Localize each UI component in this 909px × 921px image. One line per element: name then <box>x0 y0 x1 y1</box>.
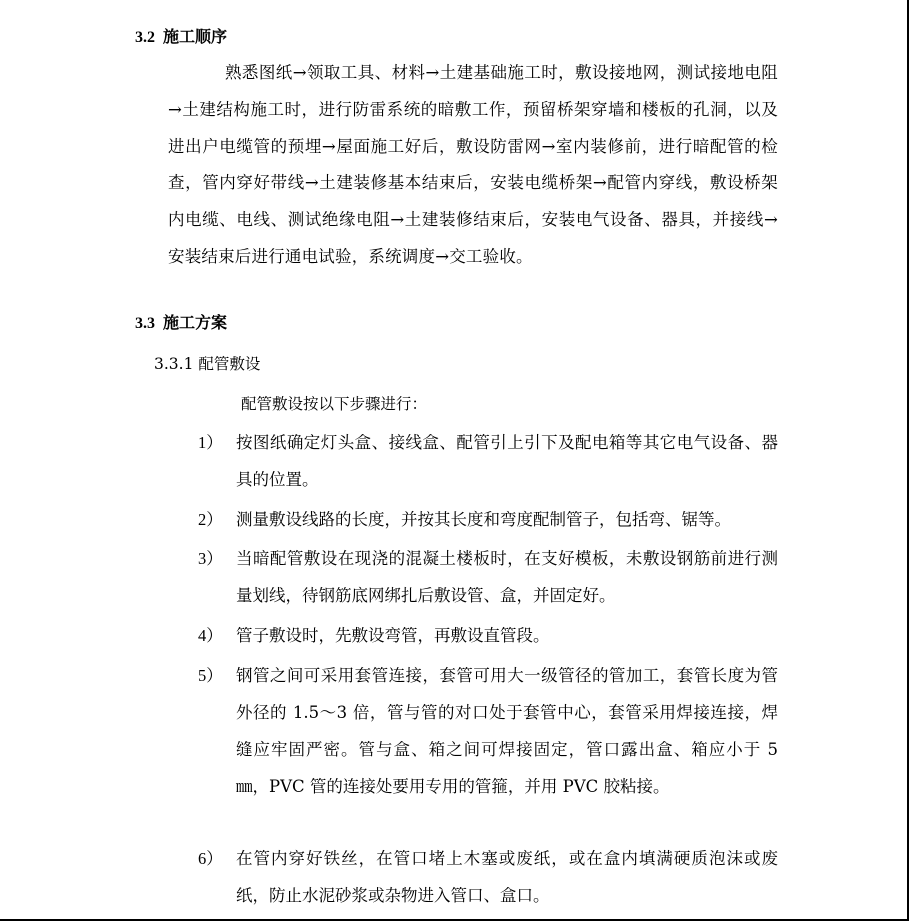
section-heading-3-2 <box>135 27 227 48</box>
steps-intro: 配管敷设按以下步骤进行： <box>241 395 428 413</box>
item-text: 在管内穿好铁丝，在管口堵上木塞或废纸，或在盒内填满硬质泡沫或废纸，防止水泥砂浆或杂物进入管口、盒口。 <box>236 849 778 905</box>
item-number: 4） <box>198 626 223 645</box>
item-text: 管子敷设时，先敷设弯管，再敷设直管段。 <box>236 626 550 645</box>
construction-sequence-paragraph: 熟悉图纸→领取工具、材料→土建基础施工时，敷设接地网，测试接地电阻→土建结构施工时，进行防雷系统的暗敷工作，预留桥架穿墙和楼板的孔洞，以及进出户电缆管的预埋→屋面施工好后，敷设防雷网→室内装修前，进行暗配管的检查，管内穿好带线→土建装修基本结束后，安装电缆桥架→配管内穿线，敷设桥架内电缆、电线、测试绝缘电阻→土建装修结束后，安装电气设备、器具，并接线→安装结束后进行通电试验，系统调度→交工验收。 <box>168 63 778 266</box>
item-number: 2） <box>198 510 223 529</box>
item-text: 钢管之间可采用套管连接，套管可用大一级管径的管加工，套管长度为管外径的 1.5～3 倍，管与管的对口处于套管中心，套管采用焊接连接，焊缝应牢固严密。管与盒、箱之间可焊接固定，管口露出盒、箱应小于 5 ㎜，PVC 管的连接处要用专用的管箍，并用 PVC 胶粘接。 <box>236 666 778 796</box>
list-item <box>198 501 778 538</box>
section-number: 3.2 <box>135 29 155 46</box>
subsection-heading-3-3-1: 3.3.1 配管敷设 <box>154 355 261 373</box>
list-item <box>198 540 778 614</box>
list-item <box>198 840 778 914</box>
item-number: 1） <box>198 433 223 452</box>
item-text: 测量敷设线路的长度，并按其长度和弯度配制管子，包括弯、锯等。 <box>236 510 731 529</box>
section-number: 3.3 <box>135 315 155 332</box>
section-heading-3-3 <box>135 313 227 334</box>
item-text: 按图纸确定灯头盒、接线盒、配管引上引下及配电箱等其它电气设备、器具的位置。 <box>236 433 778 489</box>
item-text: 当暗配管敷设在现浇的混凝土楼板时，在支好模板，未敷设钢筋前进行测量划线，待钢筋底网绑扎后敷设管、盒，并固定好。 <box>236 549 778 605</box>
list-item <box>198 617 778 654</box>
list-item <box>198 657 778 805</box>
section-title: 施工顺序 <box>163 27 228 46</box>
item-number: 3） <box>198 549 223 568</box>
item-number: 5） <box>198 666 223 685</box>
list-item <box>198 424 778 498</box>
section-title: 施工方案 <box>163 313 228 332</box>
item-number: 6） <box>198 849 223 868</box>
